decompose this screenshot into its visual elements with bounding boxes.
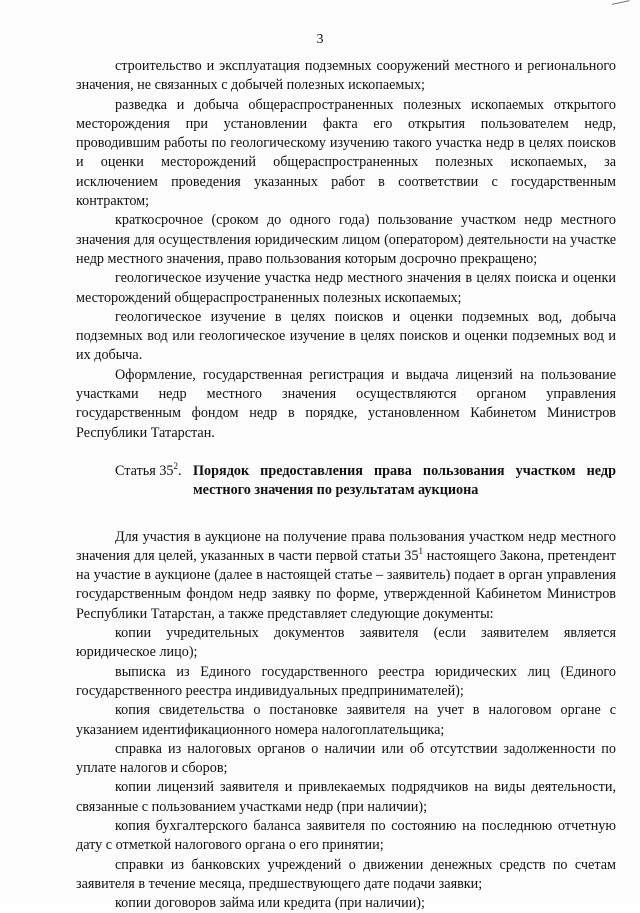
article-title: Порядок предоставления права пользования участком недр местного значения по результатам аукциона	[193, 462, 616, 499]
paragraph: геологическое изучение в целях поисков и оценки подземных вод, добыча подземных вод или геологическое изучение в целях поисков и оценки подземных вод и их добыча.	[76, 308, 616, 364]
document-list-item: копии лицензий заявителя и привлекаемых подрядчиков на виды деятельности, связанные с пользованием участками недр (при наличии);	[76, 779, 616, 815]
paragraph: разведка и добыча общераспространенных полезных ископаемых открытого месторождения при установлении факта его открытия пользователем недр, проводившим работы по геологическому изучению такого участка недр в целях поисков и оценки месторождений общераспространенных полезных ископаемых, за исключением проведения указанных работ в соответствии с государственным контрактом;	[76, 96, 616, 210]
paragraph: Оформление, государственная регистрация и выдача лицензий на пользование участками недр местного значения осуществляются органом управления государственным фондом недр в порядке, установленном Кабинетом Министров Республики Татарстан.	[76, 366, 616, 441]
document-list-item: копии договоров займа или кредита (при наличии);	[115, 895, 425, 912]
paragraph: строительство и эксплуатация подземных сооружений местного и регионального значения, не связанных с добычей полезных ископаемых;	[76, 58, 616, 94]
paragraph: геологическое изучение участка недр местного значения в целях поиска и оценки месторождений общераспространенных полезных ископаемых;	[76, 270, 616, 306]
document-list-item: копия бухгалтерского баланса заявителя по состоянию на последнюю отчетную дату с отметкой налогового органа о его принятии;	[76, 817, 616, 854]
scan-artifact-mark	[612, 0, 630, 7]
document-list-item: выписка из Единого государственного реестра юридических лиц (Единого государственного реестра индивидуальных предпринимателей);	[76, 663, 616, 699]
document-list-item: справки из банковских учреждений о движении денежных средств по счетам заявителя в течение месяца, предшествующего дате подачи заявки;	[76, 856, 616, 892]
article-label-superscript: 2	[173, 460, 179, 471]
document-body	[76, 57, 616, 913]
article-label: Статья $35^2$.	[115, 460, 182, 479]
document-list-item: копии учредительных документов заявителя (если заявителем является юридическое лицо);	[76, 625, 616, 661]
article-heading	[76, 462, 616, 501]
document-list-item: справка из налоговых органов о наличии или об отсутствии задолженности по уплате налогов и сборов;	[76, 740, 616, 777]
intro-superscript: 1	[418, 545, 423, 556]
document-list-item: копия свидетельства о постановке заявителя на учет в налоговом органе с указанием идентификационного номера налогоплательщика;	[76, 702, 616, 738]
intro-paragraph: Для участия в аукционе на получение права пользования участком недр местного значения для целей, указанных в части первой статьи $35^1$ настоящего Закона, претендент на участие в аукционе (далее в настоящей статье – заявитель) подает в орган управления государственным фондом недр заявку по форме, утвержденной Кабинетом Министров Республики Татарстан, а также представляет следующие документы:	[76, 528, 616, 622]
paragraph: краткосрочное (сроком до одного года) пользование участком недр местного значения для осуществления юридическим лицом (оператором) деятельности на участке недр местного значения, право пользования которым досрочно прекращено;	[76, 212, 616, 267]
page-number: 3	[316, 32, 324, 47]
